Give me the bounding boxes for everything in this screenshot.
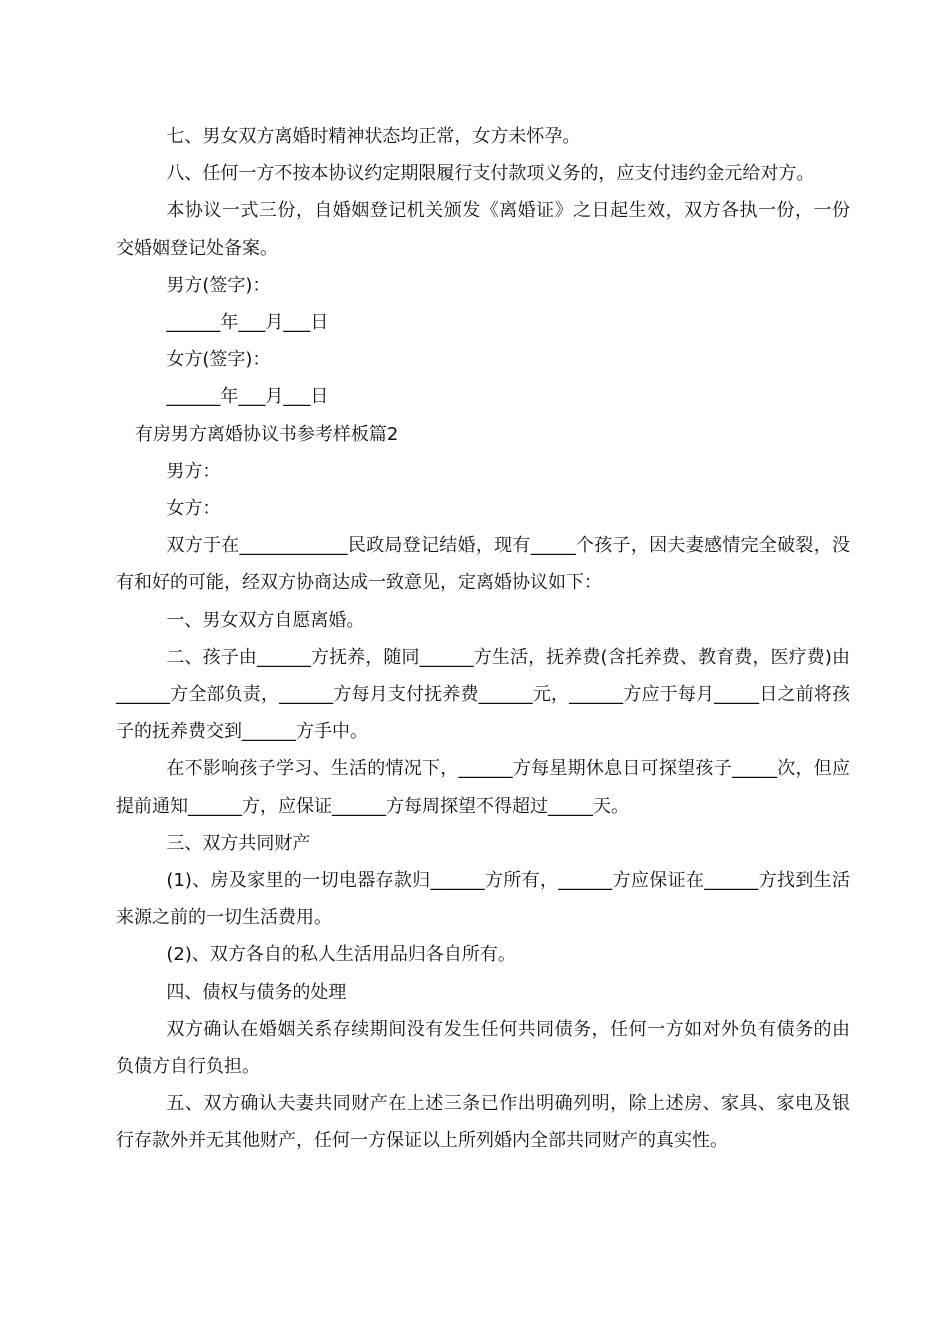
male-signature-date: ______年___月___日 <box>166 312 329 334</box>
clause-3-item-2: (2)、双方各自的私人生活用品归各自所有。 <box>166 944 516 966</box>
visitation-clause: 在不影响孩子学习、生活的情况下，______方每星期休息日可探望孩子_____次，但应提前通知______方，应保证______方每周探望不得超过_____天。 <box>116 758 850 817</box>
clause-3-title: 三、双方共同财产 <box>166 832 311 854</box>
clause-1: 一、男女双方自愿离婚。 <box>166 609 365 631</box>
clause-2: 二、孩子由______方抚养，随同______方生活，抚养费(含托养费、教育费，医疗费)由______方全部负责，______方每月支付抚养费______元，______方应于每月_____日之前将孩子的抚养费交到______方手中。 <box>116 646 850 743</box>
female-signature-label: 女方(签字)： <box>166 349 271 371</box>
agreement-copies: 本协议一式三份，自婚姻登记机关颁发《离婚证》之日起生效，双方各执一份，一份交婚姻登记处备案。 <box>116 200 850 259</box>
clause-5: 五、双方确认夫妻共同财产在上述三条已作出明确列明，除上述房、家具、家电及银行存款外并无其他财产，任何一方保证以上所列婚内全部共同财产的真实性。 <box>116 1093 850 1152</box>
clause-3-item-1: (1)、房及家里的一切电器存款归______方所有，______方应保证在______方找到生活来源之前的一切生活费用。 <box>116 870 850 929</box>
clause-7: 七、男女双方离婚时精神状态均正常，女方未怀孕。 <box>166 126 581 147</box>
marriage-intro: 双方于在____________民政局登记结婚，现有_____个孩子，因夫妻感情完全破裂，没有和好的可能，经双方协商达成一致意见，定离婚协议如下： <box>116 535 850 594</box>
female-party-label: 女方： <box>166 498 221 520</box>
section-title: 有房男方离婚协议书参考样板篇2 <box>134 423 399 445</box>
document-body <box>116 118 850 1160</box>
male-signature-label: 男方(签字)： <box>166 274 271 296</box>
clause-8: 八、任何一方不按本协议约定期限履行支付款项义务的，应支付违约金元给对方。 <box>166 163 815 185</box>
clause-4-title: 四、债权与债务的处理 <box>166 981 347 1003</box>
debt-clause: 双方确认在婚姻关系存续期间没有发生任何共同债务，任何一方如对外负有债务的由负债方自行负担。 <box>116 1018 850 1078</box>
male-party-label: 男方： <box>166 460 221 482</box>
female-signature-date: ______年___月___日 <box>166 386 329 408</box>
